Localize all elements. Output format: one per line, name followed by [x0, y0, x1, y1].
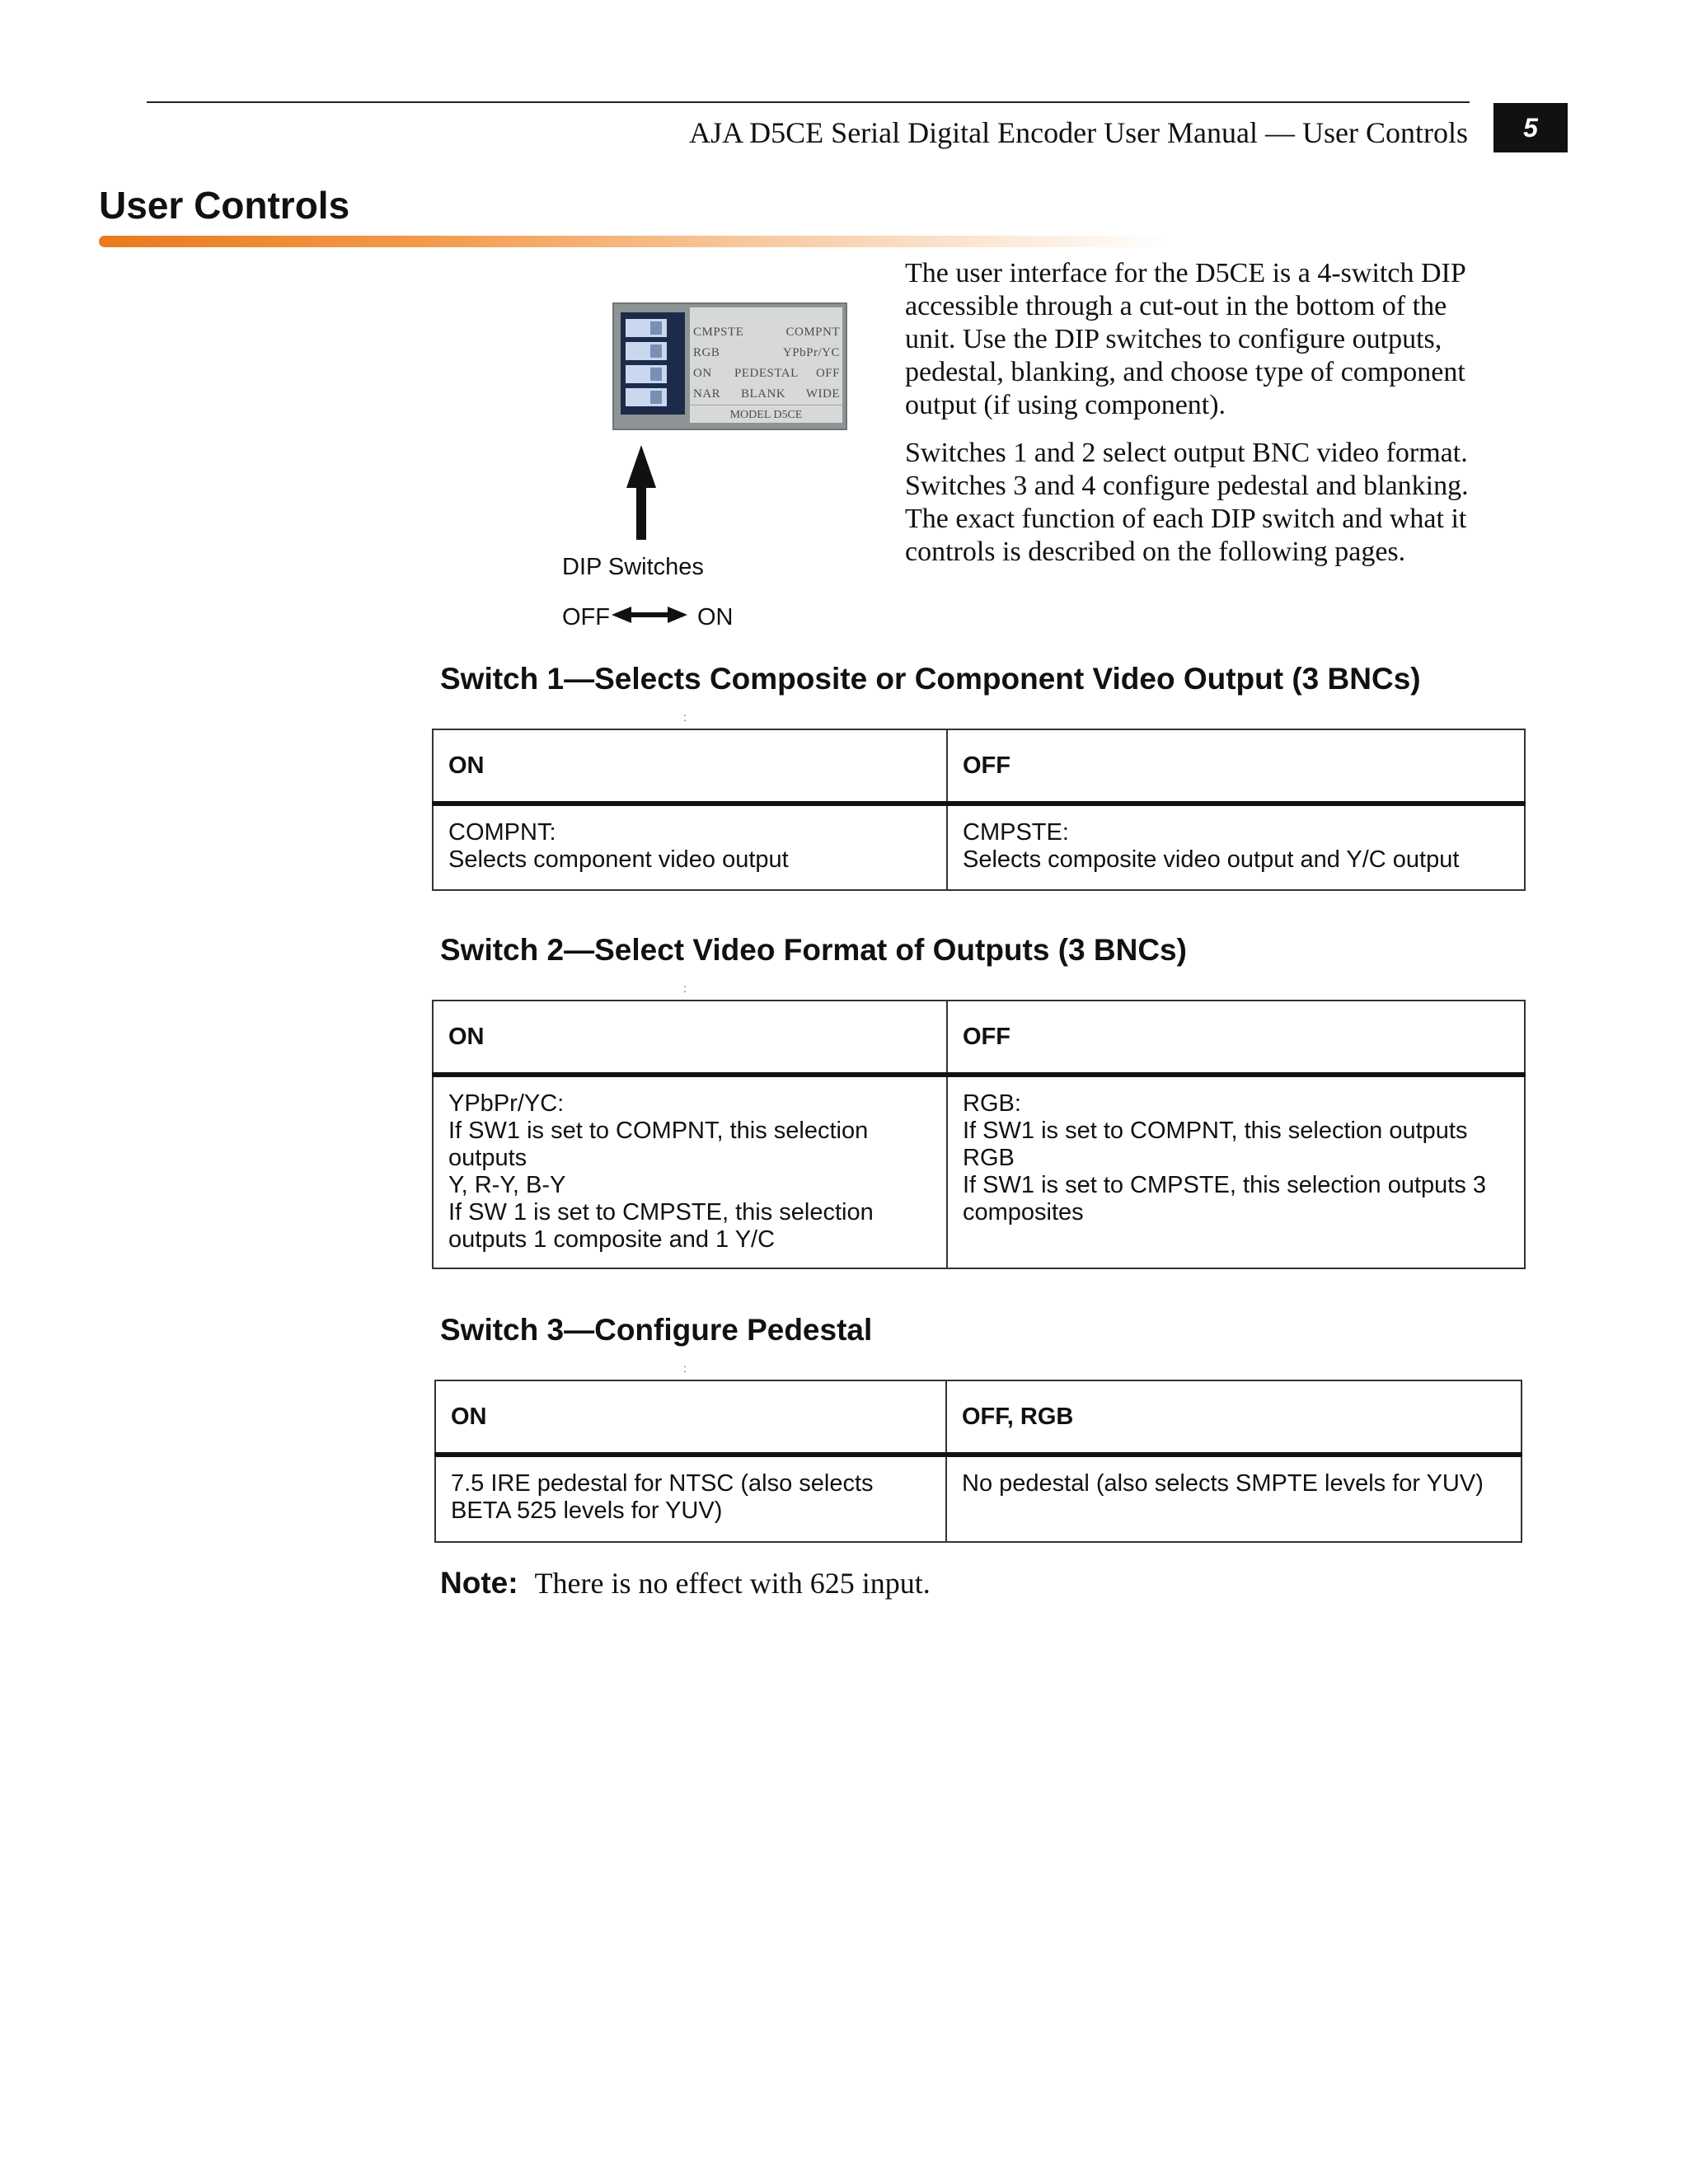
dip-switches-caption: DIP Switches	[562, 554, 704, 580]
intro-paragraph-2: Switches 1 and 2 select output BNC video format. Switches 3 and 4 configure pedestal and blanking. The exact function of each DIP switch and what it controls is described on the following pages.	[905, 438, 1469, 567]
dip-switch-4	[626, 388, 667, 406]
note-label: Note:	[440, 1566, 518, 1600]
switch2-col-on: ON	[433, 1001, 947, 1075]
dip-switch-3	[626, 365, 667, 383]
switch3-off-cell	[946, 1455, 1522, 1542]
switch3-on-line-2: BETA 525 levels for YUV)	[451, 1497, 723, 1524]
switch2-tick: :	[683, 982, 687, 995]
switch1-title: Switch 1—Selects Composite or Component Video Output (3 BNCs)	[440, 662, 1421, 696]
switch1-tick: :	[683, 710, 687, 724]
double-arrow-icon	[612, 606, 687, 624]
switch2-on-line-1: YPbPr/YC:	[448, 1090, 565, 1117]
dip-switch-photo	[612, 302, 847, 430]
header-rule	[147, 101, 1470, 103]
switch2-off-line-2: If SW1 is set to COMPNT, this selection outputs	[963, 1118, 1468, 1144]
off-on-indicator	[562, 604, 734, 631]
intro-paragraph-1: The user interface for the D5CE is a 4-switch DIP accessible through a cut-out in the bottom of the unit. Use the DIP switches to configure outputs, pedestal, blanking, and choose type of component output (if using component).	[905, 258, 1465, 420]
dip-switch-1	[626, 319, 667, 337]
dip-row3-right: OFF	[815, 367, 840, 380]
switch2-on-line-5: If SW 1 is set to CMPSTE, this selection	[448, 1199, 874, 1226]
dip-row2-left: RGB	[693, 346, 720, 359]
switch1-off-cell	[947, 804, 1525, 890]
switch1-on-cell	[433, 804, 947, 890]
switch1-table	[432, 729, 1526, 891]
switch3-title: Switch 3—Configure Pedestal	[440, 1313, 873, 1347]
dip-row2-right: YPbPr/YC	[782, 346, 840, 359]
dip-row4-left: NAR	[693, 387, 721, 401]
section-underline	[99, 236, 1170, 247]
dip-row4-right: WIDE	[805, 387, 840, 401]
dip-row1-left: CMPSTE	[693, 326, 744, 339]
dip-switch-2	[626, 342, 667, 360]
dip-switch-block	[621, 312, 685, 415]
switch3-tick: :	[683, 1361, 687, 1375]
switch1-on-line-2: Selects component video output	[448, 846, 789, 873]
switch2-col-off: OFF	[947, 1001, 1525, 1075]
switch2-table	[432, 1000, 1526, 1269]
switch1-off-line-2: Selects composite video output and Y/C output	[963, 846, 1460, 873]
switch1-on-line-1: COMPNT:	[448, 819, 556, 846]
intro-text	[905, 257, 1498, 583]
switch2-on-line-6: outputs 1 composite and 1 Y/C	[448, 1226, 776, 1253]
switch2-on-line-2: If SW1 is set to COMPNT, this selection	[448, 1118, 869, 1144]
switch3-col-on: ON	[435, 1380, 946, 1455]
note-text: There is no effect with 625 input.	[534, 1567, 931, 1600]
switch3-on-cell	[435, 1455, 946, 1542]
header-title: AJA D5CE Serial Digital Encoder User Manual — User Controls	[689, 116, 1468, 149]
switch2-on-cell	[433, 1075, 947, 1268]
page-number: 5	[1493, 103, 1568, 152]
switch2-off-line-3: RGB	[963, 1145, 1015, 1171]
dip-label-panel	[690, 307, 842, 423]
switch2-on-line-4: Y, R-Y, B-Y	[448, 1172, 566, 1198]
off-label: OFF	[562, 604, 610, 630]
switch1-col-on: ON	[433, 729, 947, 804]
switch2-off-line-5: composites	[963, 1199, 1084, 1226]
dip-row3-mid: PEDESTAL	[734, 367, 799, 380]
arrow-up-icon	[626, 445, 656, 540]
switch1-off-line-1: CMPSTE:	[963, 819, 1069, 846]
switch2-on-line-3: outputs	[448, 1145, 528, 1171]
on-label: ON	[697, 604, 734, 630]
switch3-off-line-1: No pedestal (also selects SMPTE levels for YUV)	[962, 1470, 1484, 1497]
switch1-col-off: OFF	[947, 729, 1525, 804]
switch3-col-off: OFF, RGB	[946, 1380, 1522, 1455]
dip-row1-right: COMPNT	[785, 326, 840, 339]
dip-row4-mid: BLANK	[741, 387, 786, 401]
dip-row3-left: ON	[693, 367, 712, 380]
section-title: User Controls	[99, 184, 350, 227]
switch3-table	[434, 1380, 1522, 1543]
switch3-on-line-1: 7.5 IRE pedestal for NTSC (also selects	[451, 1470, 874, 1497]
dip-model-label: MODEL D5CE	[690, 405, 842, 422]
note	[440, 1566, 931, 1601]
switch2-off-line-4: If SW1 is set to CMPSTE, this selection outputs 3	[963, 1172, 1487, 1198]
switch2-off-cell	[947, 1075, 1525, 1268]
switch2-title: Switch 2—Select Video Format of Outputs (3 BNCs)	[440, 933, 1187, 967]
switch2-off-line-1: RGB:	[963, 1090, 1021, 1117]
